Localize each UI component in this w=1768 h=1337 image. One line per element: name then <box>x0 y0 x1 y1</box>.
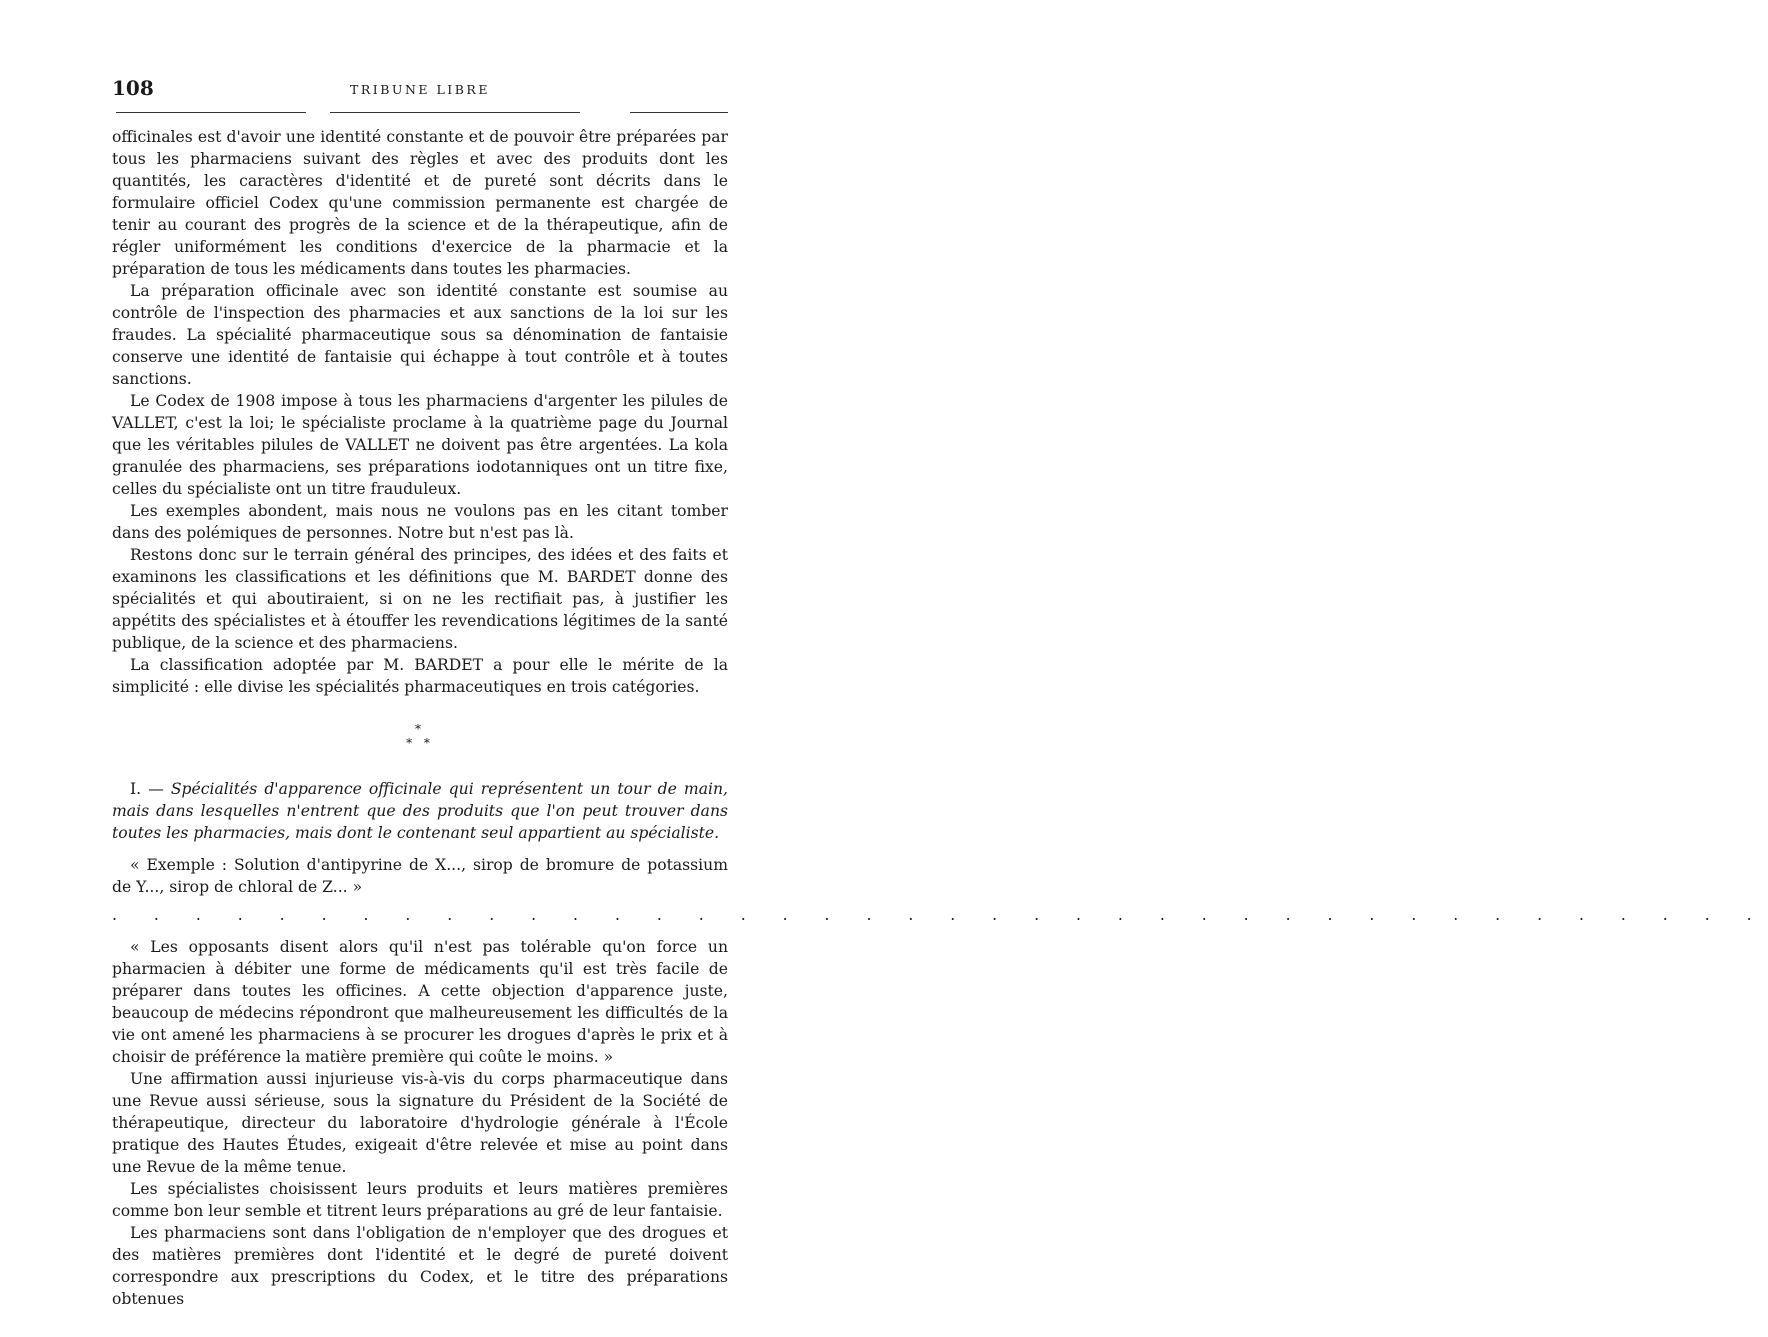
example-quote: « Exemple : Solution d'antipyrine de X..., sirop de bromure de potassium de Y..., sirop de chloral de Z... » <box>112 856 728 896</box>
paragraph: Les exemples abondent, mais nous ne voulons pas en les citant tomber dans des polémiques de personnes. Notre but n'est pas là. <box>112 502 728 542</box>
asterism-star: * <box>423 736 434 750</box>
header-rule <box>116 112 306 113</box>
page-number: 108 <box>112 76 154 100</box>
paragraph: officinales est d'avoir une identité constante et de pouvoir être préparées par tous les pharmaciens suivant des règles et avec des produits dont les quantités, les caractères d'identité et de pureté sont décrits dans le formulaire officiel Codex qu'une commission permanente est chargée de tenir au courant des progrès de la science et de la thérapeutique, afin de régler uniformément les conditions d'exercice de la pharmacie et la préparation de tous les médicaments dans toutes les pharmacies. <box>112 128 728 278</box>
section-separator <box>112 722 728 750</box>
paragraph: Une affirmation aussi injurieuse vis-à-vis du corps pharmaceutique dans une Revue aussi sérieuse, sous la signature du Président de la Société de thérapeutique, directeur du laboratoire d'hydrologie générale à l'École pratique des Hautes Études, exigeait d'être relevée et mise au point dans une Revue de la même tenue. <box>112 1070 728 1176</box>
page-header <box>112 76 728 102</box>
paragraph: Le Codex de 1908 impose à tous les pharmaciens d'argenter les pilules de VALLET, c'est la loi; le spécialiste proclame à la quatrième page du Journal que les véritables pilules de VALLET ne doivent pas être argentées. La kola granulée des pharmaciens, ses préparations iodotanniques ont un titre fixe, celles du spécialiste ont un titre frauduleux. <box>112 392 728 498</box>
paragraph: Les pharmaciens sont dans l'obligation de n'employer que des drogues et des matières premières dont l'identité et le degré de pureté doivent correspondre aux prescriptions du Codex, et le titre des préparations obtenues <box>112 1224 728 1308</box>
paragraph: Restons donc sur le terrain général des principes, des idées et des faits et examinons les classifications et les définitions que M. BARDET donne des spécialités et qui aboutiraient, si on ne les rectifiait pas, à justifier les appétits des spécialistes et à étouffer les revendications légitimes de la santé publique, de la science et des pharmaciens. <box>112 546 728 652</box>
header-rule <box>630 112 728 113</box>
section-title: Spécialités d'apparence officinale qui représentent un tour de main, mais dans lesquelles n'entrent que des produits que l'on peut trouver dans toutes les pharmacies, mais dont le contenant seul appartient au spécialiste. <box>112 780 728 842</box>
paragraph: La classification adoptée par M. BARDET a pour elle le mérite de la simplicité : elle divise les spécialités pharmaceutiques en trois catégories. <box>112 656 728 696</box>
body-text <box>112 126 1768 1310</box>
header-rule <box>330 112 580 113</box>
ellipsis-dots: . . . . . . . . . . . . . . . . . . . . . . . . . . . . . . . . . . . . . . . . <box>112 906 1768 924</box>
paragraph: La préparation officinale avec son identité constante est soumise au contrôle de l'inspection des pharmacies et aux sanctions de la loi sur les fraudes. La spécialité pharmaceutique sous sa dénomination de fantaisie conserve une identité de fantaisie qui échappe à tout contrôle et à toutes sanctions. <box>112 282 728 388</box>
paragraph: Les spécialistes choisissent leurs produits et leurs matières premières comme bon leur semble et titrent leurs préparations au gré de leur fantaisie. <box>112 1180 728 1220</box>
section-number: I. — <box>130 780 164 798</box>
asterism-star: * <box>415 722 425 736</box>
running-title: TRIBUNE LIBRE <box>350 82 490 97</box>
quoted-paragraph: « Les opposants disent alors qu'il n'est pas tolérable qu'on force un pharmacien à débiter une forme de médicaments qu'il est très facile de préparer dans toutes les officines. A cette objection d'apparence juste, beaucoup de médecins répondront que malheureusement les difficultés de la vie ont amené les pharmaciens à se procurer les drogues d'après le prix et à choisir de préférence la matière première qui coûte le moins. » <box>112 938 728 1066</box>
block-quote <box>112 936 728 1068</box>
asterism-star: * <box>406 736 417 750</box>
section-heading <box>112 778 728 844</box>
